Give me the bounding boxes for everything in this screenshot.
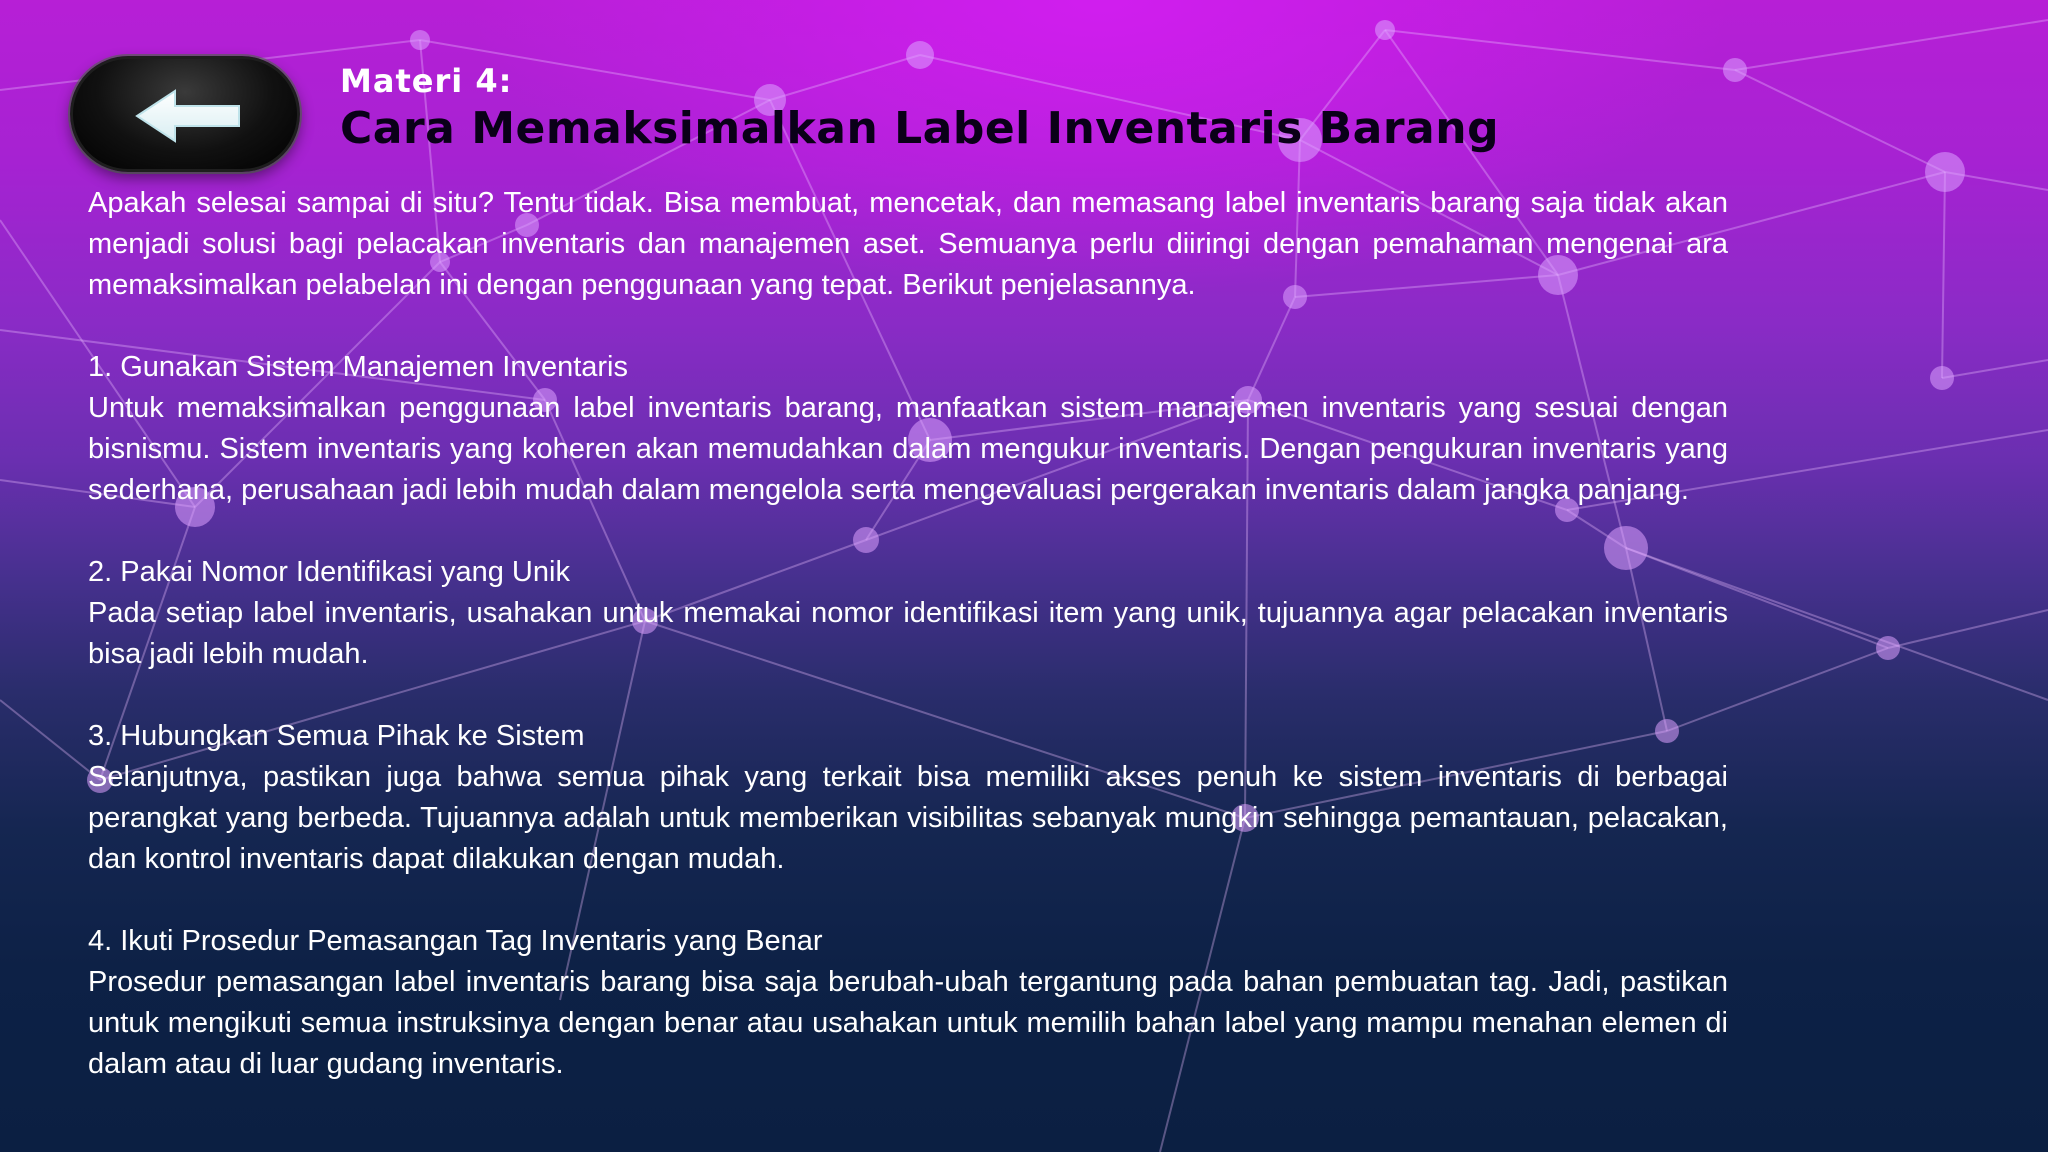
section-heading-3: 3. Hubungkan Semua Pihak ke Sistem bbox=[88, 720, 585, 752]
section-heading-2: 2. Pakai Nomor Identifikasi yang Unik bbox=[88, 556, 570, 588]
section-body-1: Untuk memaksimalkan penggunaan label inventaris barang, manfaatkan sistem manajemen inventaris yang sesuai dengan bisnismu. Sistem inventaris yang koheren akan memudahkan dalam mengukur inventaris. Dengan pengukuran inventaris yang sederhana, perusahaan jadi lebih mudah dalam mengelola serta mengevaluasi pergerakan inventaris dalam jangka panjang. bbox=[88, 392, 1728, 506]
header bbox=[340, 62, 1940, 155]
intro-paragraph: Apakah selesai sampai di situ? Tentu tidak. Bisa membuat, mencetak, dan memasang label inventaris barang saja tidak akan menjadi solusi bagi pelacakan inventaris dan manajemen aset. Semuanya perlu diiringi dengan pemahaman mengenai ara memaksimalkan pelabelan ini dengan penggunaan yang tepat. Berikut penjelasannya. bbox=[88, 187, 1728, 301]
section-body-3: Selanjutnya, pastikan juga bahwa semua pihak yang terkait bisa memiliki akses penuh ke sistem inventaris di berbagai perangkat yang berbeda. Tujuannya adalah untuk memberikan visibilitas sebanyak mungkin sehingga pemantauan, pelacakan, dan kontrol inventaris dapat dilakukan dengan mudah. bbox=[88, 761, 1728, 875]
content-body bbox=[88, 183, 1728, 1085]
section-heading-4: 4. Ikuti Prosedur Pemasangan Tag Inventaris yang Benar bbox=[88, 925, 823, 957]
section-heading-1: 1. Gunakan Sistem Manajemen Inventaris bbox=[88, 351, 628, 383]
materi-label: Materi 4: bbox=[340, 62, 513, 100]
page-title: Cara Memaksimalkan Label Inventaris Barang bbox=[340, 103, 1500, 155]
arrow-left-icon bbox=[135, 89, 241, 143]
section-body-2: Pada setiap label inventaris, usahakan untuk memakai nomor identifikasi item yang unik, tujuannya agar pelacakan inventaris bisa jadi lebih mudah. bbox=[88, 597, 1728, 670]
back-button[interactable] bbox=[70, 56, 300, 172]
section-body-4: Prosedur pemasangan label inventaris barang bisa saja berubah-ubah tergantung pada bahan pembuatan tag. Jadi, pastikan untuk mengikuti semua instruksinya dengan benar atau usahakan untuk memilih bahan label yang mampu menahan elemen di dalam atau di luar gudang inventaris. bbox=[88, 966, 1728, 1080]
